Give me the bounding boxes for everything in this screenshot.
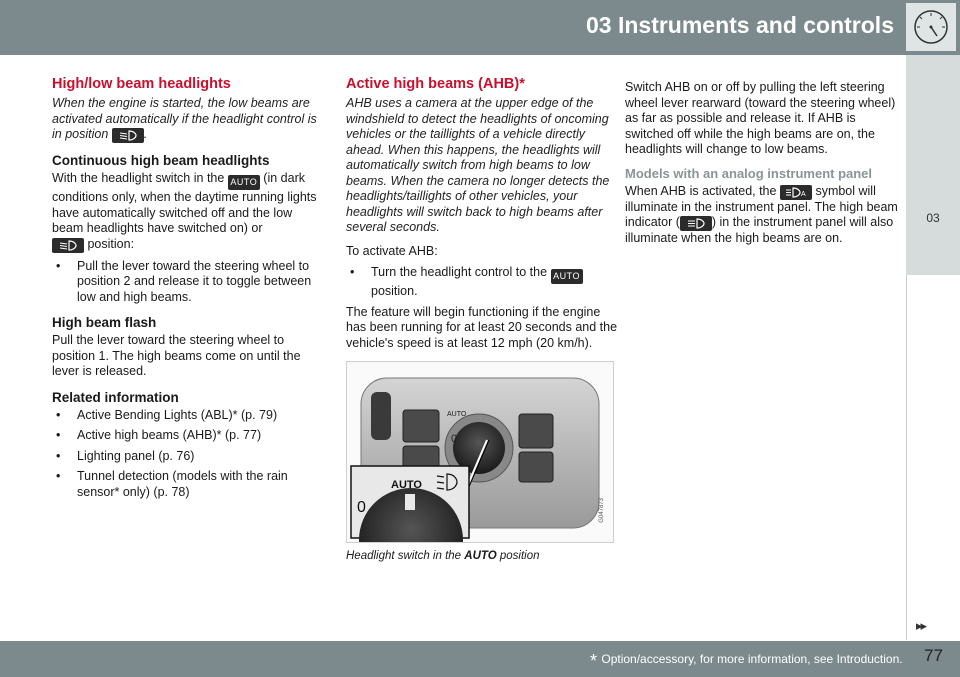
activate-text: To activate AHB: <box>346 243 438 258</box>
page-footer <box>0 641 960 677</box>
inset-auto-label: AUTO <box>391 479 422 492</box>
analog-text-b: symbol will illuminate in the instrument panel. The high beam indicator ( <box>625 183 898 229</box>
side-divider <box>906 275 907 640</box>
analog-text-a: When AHB is activated, the <box>625 183 777 198</box>
intro-text: AHB uses a camera at the upper edge of the windshield to detect the headlights of oncoming vehicles or the taillights of a vehicle directly ahead. When this happens, the headlights will automatically switch from high beams to low beams. When the camera no longer detects the headlights/taillights of other vehicles, your headlights will switch back to high beams after several seconds. <box>346 96 610 234</box>
list-item-text: Pull the lever toward the steering wheel to position 2 and release it to toggle between low and high beams. <box>77 258 312 304</box>
list-item <box>346 265 618 300</box>
footnote-text: Option/accessory, for more information, see Introduction. <box>601 652 903 666</box>
bullet-dot: • <box>350 265 355 279</box>
column-ahb-continued <box>625 80 905 253</box>
subheading-high-beam-flash: High beam flash <box>52 315 157 331</box>
footnote <box>590 651 903 672</box>
page-number: 77 <box>924 646 943 665</box>
related-link-text: Lighting panel (p. 76) <box>77 448 195 463</box>
footnote-star: * <box>590 651 598 671</box>
auto-symbol-icon <box>551 269 583 284</box>
column-active-high-beams <box>346 76 618 565</box>
low-beam-symbol-icon <box>112 128 144 143</box>
headlight-switch-figure <box>346 361 614 543</box>
chapter-title: 03 Instruments and controls <box>585 12 894 38</box>
flash-text: Pull the lever toward the steering wheel to position 1. The high beams come on until the lever is released. <box>52 333 301 379</box>
column-high-low-beam <box>52 76 324 505</box>
list-item-text-b: position. <box>371 284 418 299</box>
intro-text-body: When the engine is started, the low beams are activated automatically if the headlight control is in position <box>52 96 317 141</box>
related-link-text: Tunnel detection (models with the rain sensor* only) (p. 78) <box>77 469 288 499</box>
high-beam-indicator-icon <box>680 216 712 231</box>
related-link-text: Active high beams (AHB)* (p. 77) <box>77 428 262 443</box>
svg-text:A: A <box>800 190 807 198</box>
bullet-dot: • <box>56 258 61 273</box>
gauge-icon <box>906 3 956 51</box>
subheading-continuous-high-beam: Continuous high beam headlights <box>52 153 270 168</box>
panel-auto-label: AUTO <box>447 411 467 419</box>
chapter-side-tab-label: 03 <box>926 211 940 225</box>
continuous-text-a: With the headlight switch in the <box>52 171 225 185</box>
continuous-text <box>52 171 324 253</box>
caption-text-a: Headlight switch in the <box>346 550 462 563</box>
list-item <box>52 259 324 306</box>
continuous-text-b: (in dark conditions only, when the daytime running lights have automatically switched off and the low beam headlights have switched on) or <box>52 171 317 236</box>
section-heading: High/low beam headlights <box>52 76 231 92</box>
bullet-dot: • <box>56 407 61 422</box>
continuous-text-c: position: <box>87 236 135 251</box>
bullet-dot: • <box>56 469 61 484</box>
function-text: The feature will begin functioning if the engine has been running for at least 20 seconds and the vehicle's speed is at least 12 mph (20 km/h). <box>346 304 618 350</box>
list-item-text-a: Turn the headlight control to the <box>371 265 548 279</box>
bullet-dot: • <box>56 448 61 463</box>
intro-text <box>52 96 324 143</box>
intro-text-end: . <box>143 127 148 141</box>
panel-zero-label: 0 <box>451 433 458 446</box>
auto-symbol-icon <box>228 175 260 190</box>
related-link[interactable] <box>52 428 324 444</box>
related-link-text: Active Bending Lights (ABL)* (p. 79) <box>77 407 278 422</box>
next-page-arrows-icon[interactable]: ▸▸ <box>916 618 926 633</box>
caption-bold: AUTO <box>464 550 497 563</box>
analog-panel-text <box>625 184 905 247</box>
caption-text-b: position <box>499 550 540 563</box>
related-link[interactable] <box>52 449 324 465</box>
headlight-switch-illustration <box>347 362 613 542</box>
page-header <box>0 0 960 55</box>
related-link[interactable] <box>52 469 324 500</box>
low-beam-symbol-icon <box>52 238 84 253</box>
switch-ahb-text: Switch AHB on or off by pulling the left steering wheel lever rearward (toward the steering wheel) as far as possible and release it. If AHB is switched off while the high beams are on, the headlights will change to low beams. <box>625 80 896 156</box>
chapter-side-tab[interactable] <box>906 55 960 275</box>
subheading-analog-panel: Models with an analog instrument panel <box>625 165 873 181</box>
bullet-dot: • <box>56 428 61 443</box>
analog-text-c: ) in the instrument panel will also illuminate when the high beams are on. <box>625 215 894 245</box>
auto-symbol-text: AUTO <box>230 177 258 187</box>
figure-code: G047873 <box>598 497 605 523</box>
subheading-related-information: Related information <box>52 389 179 405</box>
section-heading: Active high beams (AHB)* <box>346 76 525 92</box>
ahb-symbol-icon <box>780 185 812 200</box>
auto-symbol-text: AUTO <box>553 271 580 281</box>
related-link[interactable] <box>52 408 324 424</box>
inset-zero-label: 0 <box>357 499 366 517</box>
figure-caption <box>346 549 618 565</box>
